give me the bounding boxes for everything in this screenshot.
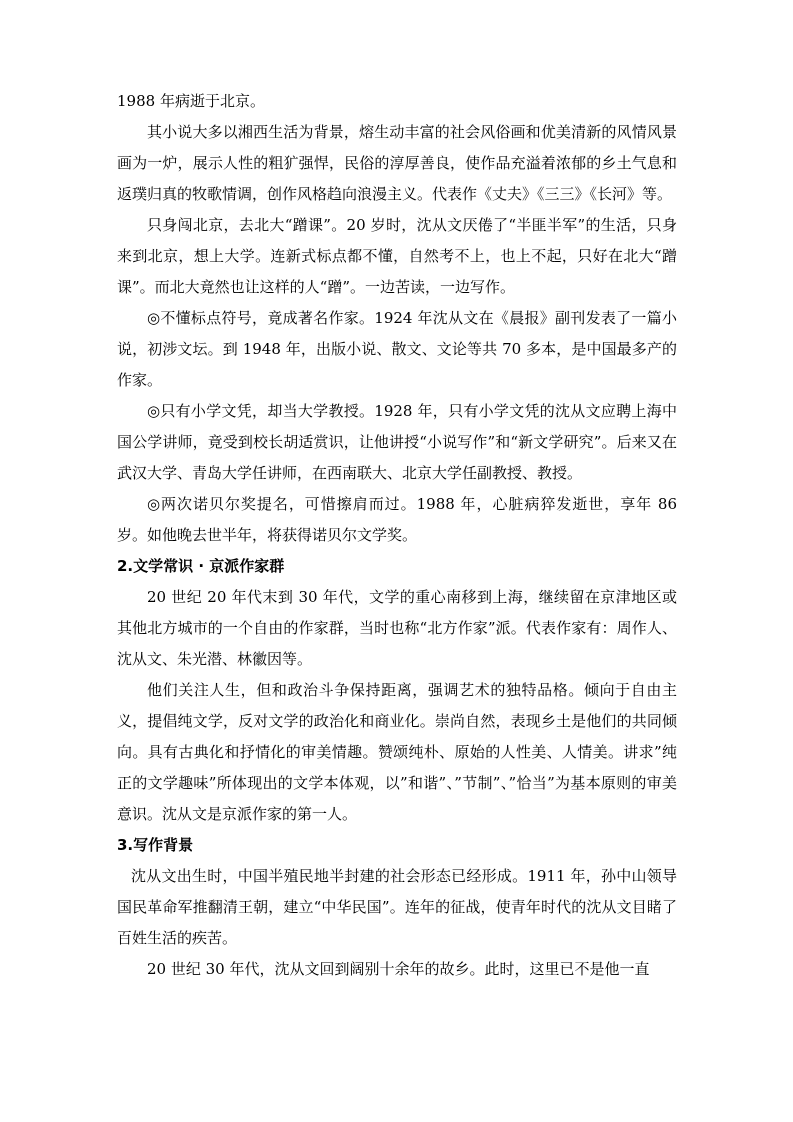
paragraph-jingpai-traits: 他们关注人生，但和政治斗争保持距离，强调艺术的独特品格。倾向于自由主义，提倡纯文学，反对文学的政治化和商业化。崇尚自然，表现乡土是他们的共同倾向。具有古典化和抒情化的审美情趣。赞颂纯朴、原始的人性美、人情美。讲求”纯正的文学趣味”所体现出的文学本体观，以”和谐”、”节制”、”恰当”为基本原则的审美意识。沈从文是京派作家的第一人。 (117, 681, 677, 823)
section-heading-background: 3.写作背景 (117, 836, 194, 854)
section-heading-jingpai: 2.文学常识 · 京派作家群 (117, 557, 285, 575)
paragraph-jingpai-intro: 20 世纪 20 年代末到 30 年代，文学的重心南移到上海，继续留在京津地区或其他北方城市的一个自由的作家群，当时也称“北方作家”派。代表作家有：周作人、沈从文、朱光潜、林徽因等。 (117, 588, 677, 668)
paragraph-professor: ◎只有小学文凭，却当大学教授。1928 年，只有小学文凭的沈从文应聘上海中国公学讲师，竟受到校长胡适赏识，让他讲授“小说写作”和“新文学研究”。后来又在武汉大学、青岛大学任讲师，在西南联大、北京大学任副教授、教授。 (117, 402, 677, 482)
paragraph-background-return: 20 世纪 30 年代，沈从文回到阔别十余年的故乡。此时，这里已不是他一直 (147, 960, 650, 978)
document-body (117, 86, 677, 985)
paragraph-beijing: 只身闯北京，去北大“蹭课”。20 岁时，沈从文厌倦了“半匪半军”的生活，只身来到北京，想上大学。连新式标点都不懂，自然考不上，也上不起，只好在北大“蹭课”。而北大竟然也让这样的人“蹭”。一边苦读，一边写作。 (117, 216, 677, 296)
paragraph-death-year: 1988 年病逝于北京。 (117, 92, 265, 110)
paragraph-nobel: ◎两次诺贝尔奖提名，可惜擦肩而过。1988 年，心脏病猝发逝世，享年 86 岁。如他晚去世半年，将获得诺贝尔文学奖。 (117, 495, 677, 544)
paragraph-punctuation: ◎不懂标点符号，竟成著名作家。1924 年沈从文在《晨报》副刊发表了一篇小说，初涉文坛。到 1948 年，出版小说、散文、文论等共 70 多本，是中国最多产的作家。 (117, 309, 677, 389)
paragraph-novel-style: 其小说大多以湘西生活为背景，熔生动丰富的社会风俗画和优美清新的风情风景画为一炉，展示人性的粗犷强悍，民俗的淳厚善良，使作品充溢着浓郁的乡土气息和返璞归真的牧歌情调，创作风格趋向浪漫主义。代表作《丈夫》《三三》《长河》等。 (117, 123, 677, 203)
paragraph-background-birth: 沈从文出生时，中国半殖民地半封建的社会形态已经形成。1911 年，孙中山领导国民革命军推翻清王朝，建立“中华民国”。连年的征战，使青年时代的沈从文目睹了百姓生活的疾苦。 (117, 867, 677, 947)
